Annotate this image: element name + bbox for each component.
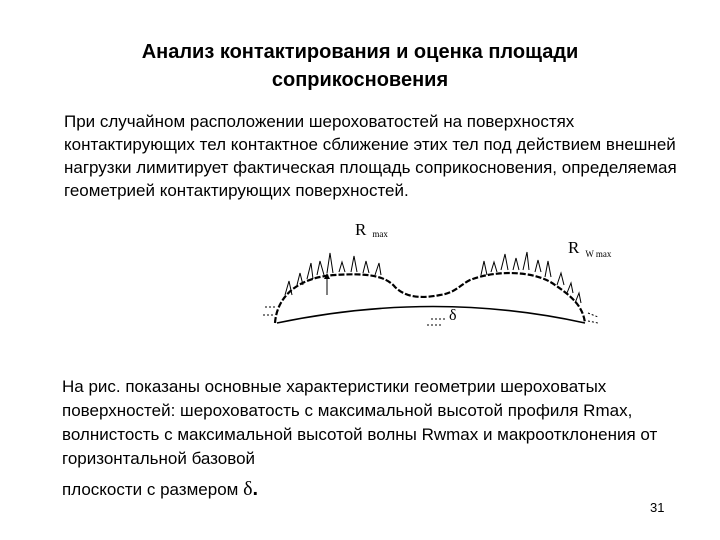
delta-label: δ <box>449 307 457 324</box>
end-marks <box>263 307 598 323</box>
rwmax-label: R $_{W max}$ <box>568 238 612 259</box>
page-number: 31 <box>650 500 665 515</box>
rmax-label: Rmax <box>355 220 388 239</box>
surface-profile-figure <box>255 215 655 335</box>
description-paragraph <box>62 375 682 502</box>
base-arc <box>277 307 585 324</box>
final-period: . <box>252 478 259 500</box>
slide-title: Анализ контактирования и оценка площади соприкосновения <box>141 41 579 91</box>
delta-marks <box>427 319 445 325</box>
description-last-text: плоскости с размером <box>62 480 244 499</box>
intro-paragraph: При случайном расположении шероховатостей на поверхностях контактирующих тел контактное сближение этих тел под действием внешней нагрузки лимитирует фактическая площадь соприкосновения, определяемая геометрией контактирующих поверхностей. <box>64 112 677 200</box>
delta-symbol: δ <box>243 478 253 500</box>
description-last-line <box>62 477 682 502</box>
description-text: На рис. показаны основные характеристики геометрии шероховатых поверхностей: шероховатость с максимальной высотой профиля Rmax, волнистость с максимальной высотой волны Rwmax и макроотклонения от горизонтальной базовой <box>62 377 658 468</box>
